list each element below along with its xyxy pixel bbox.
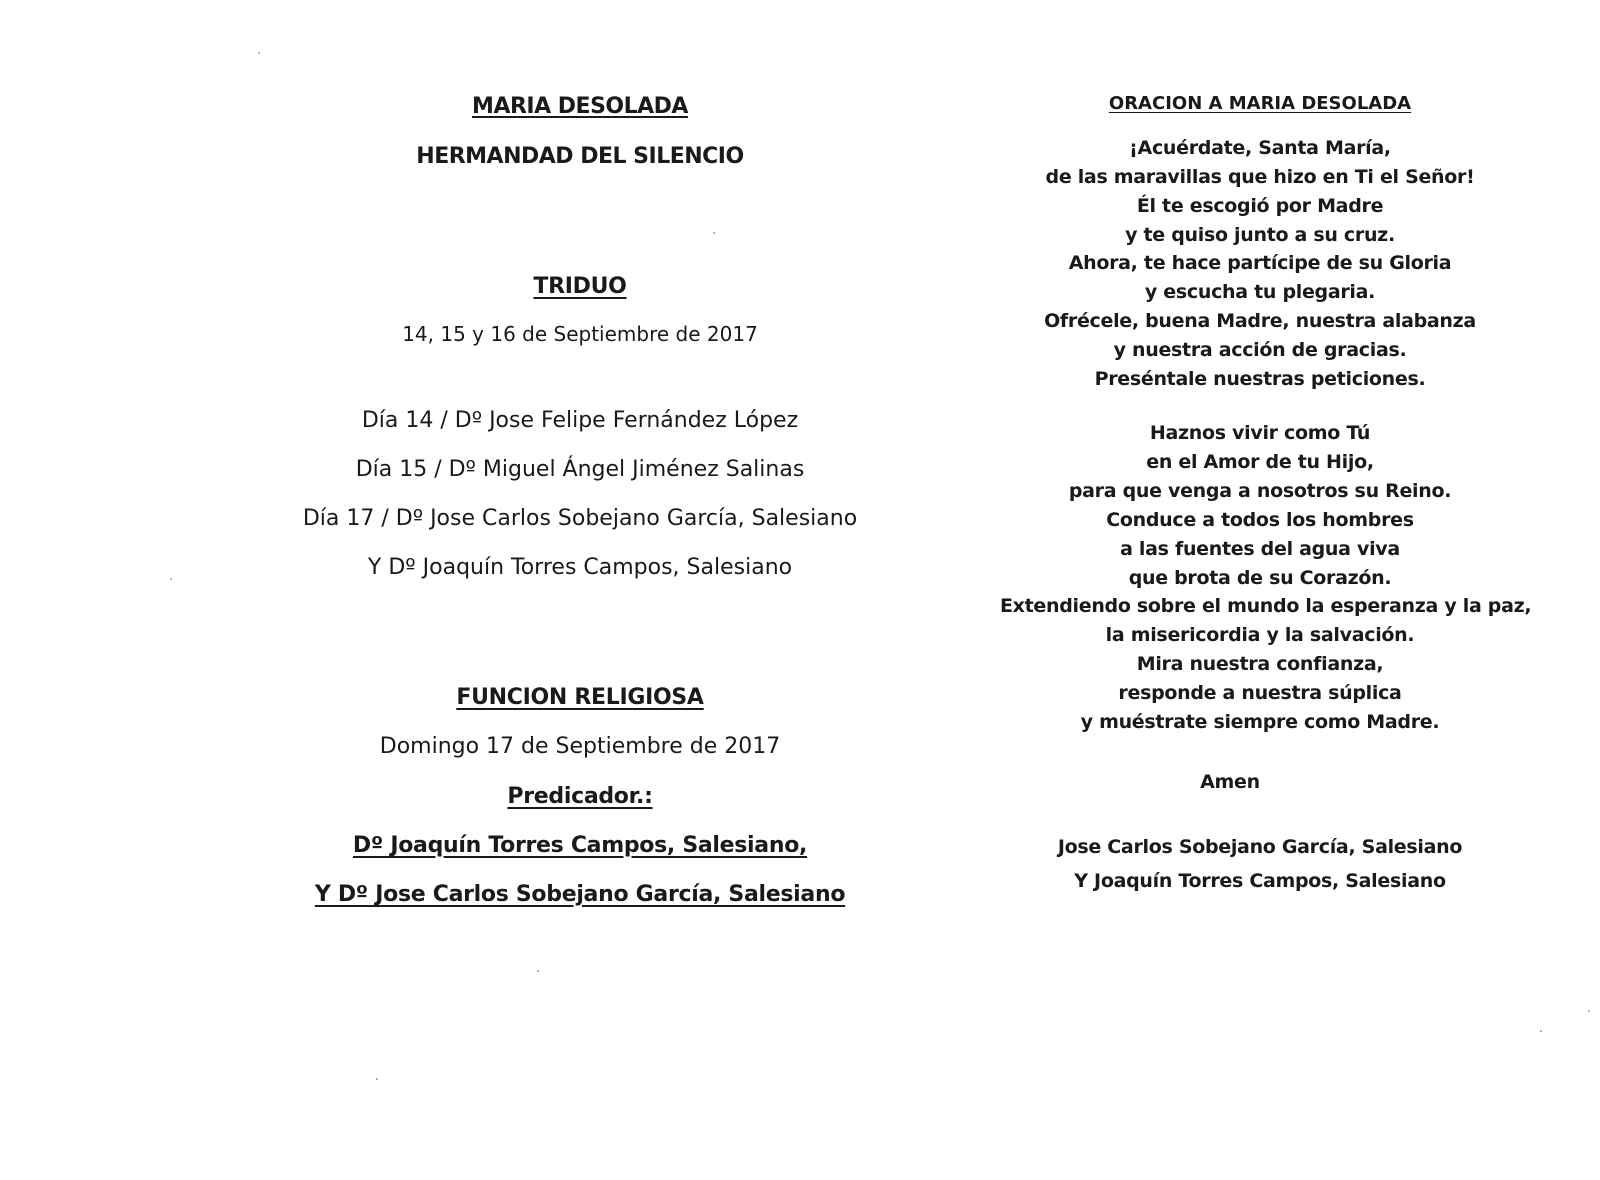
predicador-name: Dº Joaquín Torres Campos, Salesiano, [352,833,808,858]
prayer-line: para que venga a nosotros su Reino. [1068,480,1452,502]
prayer-line: que brota de su Corazón. [1128,567,1392,589]
prayer-line: Extendiendo sobre el mundo la esperanza y la paz, [1000,595,1532,617]
prayer-line: responde a nuestra súplica [1118,682,1402,704]
triduo-heading: TRIDUO [533,274,627,299]
prayer-amen: Amen [1200,771,1260,793]
prayer-author: Y Joaquín Torres Campos, Salesiano [1074,870,1446,892]
prayer-line: y te quiso junto a su cruz. [1125,224,1395,246]
prayer-line: y escucha tu plegaria. [1144,281,1376,303]
scan-speck [376,1078,378,1080]
prayer-line: Conduce a todos los hombres [1106,509,1414,531]
scan-speck [537,970,539,972]
scan-speck [1588,1010,1590,1012]
predicador-name: Y Dº Jose Carlos Sobejano García, Salesiano [314,882,846,907]
prayer-line: de las maravillas que hizo en Ti el Señor! [1045,166,1475,188]
prayer-line: Haznos vivir como Tú [1149,422,1371,444]
prayer-line: a las fuentes del agua viva [1120,538,1400,560]
prayer-title: ORACION A MARIA DESOLADA [1108,93,1412,114]
scan-speck [1540,1030,1542,1032]
scan-speck [170,578,172,580]
scan-speck [713,232,715,234]
prayer-line: ¡Acuérdate, Santa María, [1129,137,1391,159]
document-title: MARIA DESOLADA [472,94,688,119]
prayer-line: en el Amor de tu Hijo, [1146,451,1374,473]
predicador-label: Predicador.: [507,784,653,809]
prayer-line: Preséntale nuestras peticiones. [1094,368,1426,390]
funcion-heading: FUNCION RELIGIOSA [456,685,704,710]
triduo-day-line: Día 17 / Dº Jose Carlos Sobejano García, Salesiano [302,506,858,531]
prayer-author: Jose Carlos Sobejano García, Salesiano [1057,836,1463,858]
prayer-line: y muéstrate siempre como Madre. [1080,711,1440,733]
triduo-day-line: Y Dº Joaquín Torres Campos, Salesiano [367,555,793,580]
prayer-line: Ahora, te hace partícipe de su Gloria [1068,252,1452,274]
prayer-line: la misericordia y la salvación. [1105,624,1415,646]
prayer-line: Él te escogió por Madre [1136,195,1384,217]
scan-speck [258,52,260,54]
brotherhood-name: HERMANDAD DEL SILENCIO [416,144,744,169]
triduo-day-line: Día 14 / Dº Jose Felipe Fernández López [361,408,799,433]
prayer-line: y nuestra acción de gracias. [1113,339,1407,361]
triduo-dates: 14, 15 y 16 de Septiembre de 2017 [402,322,758,346]
prayer-line: Mira nuestra confianza, [1136,653,1384,675]
funcion-date: Domingo 17 de Septiembre de 2017 [379,734,781,759]
prayer-line: Ofrécele, buena Madre, nuestra alabanza [1044,310,1476,332]
triduo-day-line: Día 15 / Dº Miguel Ángel Jiménez Salinas [355,457,805,482]
